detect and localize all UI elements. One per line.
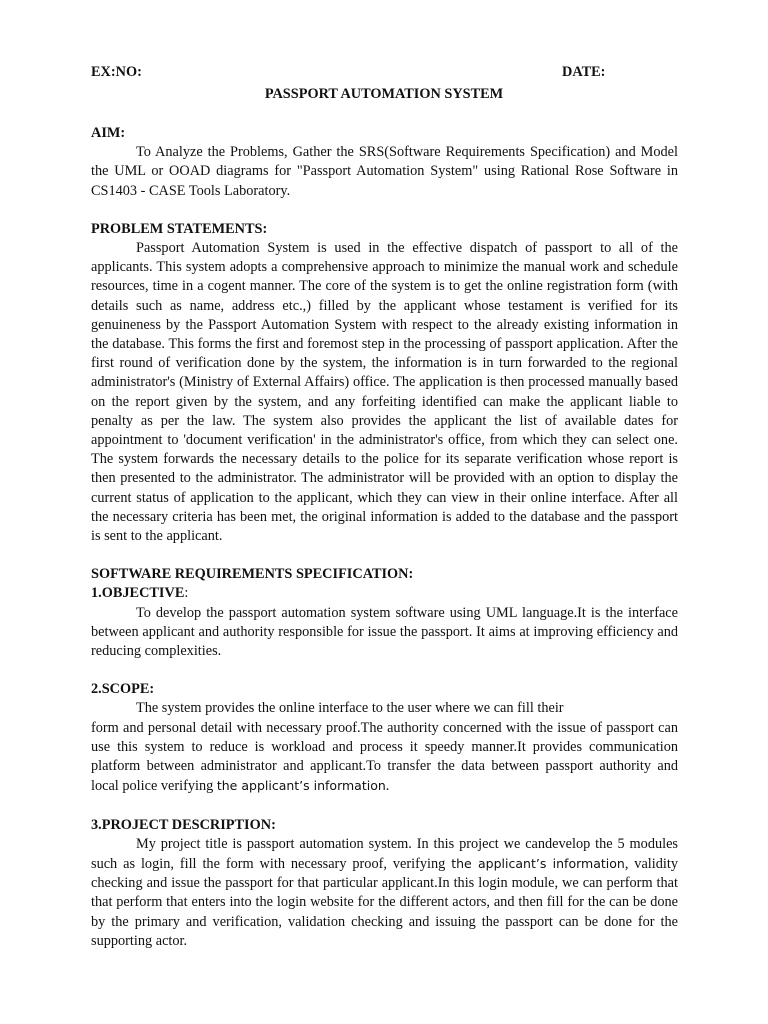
project-heading: 3.PROJECT DESCRIPTION: [91,816,276,833]
project-text-b: , validity checking and issue the passport for that particular applicant.In this login module, we can perform that that perform that enters into the login website for the different actors, and then fill for the can be done by the primary and verification, validation checking and issuing the passport can be done for the supporting actor. [91,855,678,949]
scope-text: form and personal detail with necessary proof.The authority concerned with the issue of passport can use this system to reduce is workload and process it speedy manner.It provides communication platform between administrator and applicant.To transfer the data between passport authority and local police verifying [91,719,678,795]
header-row [91,64,677,84]
srs-heading: SOFTWARE REQUIREMENTS SPECIFICATION: [91,566,414,583]
spacer [91,797,678,816]
objective-heading-line [91,584,678,603]
scope-applicant-info: the applicant’s information [216,778,386,794]
project-paragraph [91,835,678,951]
problem-paragraph: Passport Automation System is used in the effective dispatch of passport to all of the applicants. This system adopts a comprehensive approach to minimize the manual work and schedule resources, time in a cogent manner. The core of the system is to get the online registration form (with details such as name, address etc.,) filled by the applicant whose testament is verified for its genuineness by the Passport Automation System with respect to the already existing information in the database. This forms the first and foremost step in the processing of passport application. After the first round of verification done by the system, the information is in turn forwarded to the regional administrator's (Ministry of External Affairs) office. The application is then processed manually based on the report given by the system, and any forfeiting identified can make the applicant liable to penalty as per the law. The system also provides the applicant the list of available dates for appointment to 'document verification' in the administrator's office, from which they can select one. The system forwards the necessary details to the police for its separate verification whose report is then presented to the administrator. The administrator will be provided with an option to display the current status of application to the applicant, which they can view in their online interface. After all the necessary criteria has been met, the original information is added to the database and the passport is sent to the applicant. [91,240,678,545]
project-applicant-info: the applicant’s information [451,855,625,871]
spacer [91,546,678,565]
document-body [91,124,678,951]
document-title: PASSPORT AUTOMATION SYSTEM [264,86,504,102]
aim-heading: AIM: [91,125,126,141]
problem-heading: PROBLEM STATEMENTS: [91,220,268,237]
spacer [91,201,678,220]
scope-heading: 2.SCOPE: [91,681,155,698]
project-text-a: My project title is passport automation system. In this project we candevelop the 5 modules such as login, fill the form with necessary proof, verifying [91,835,678,872]
scope-first-line: The system provides the online interface to the user where we can fill their [136,700,564,717]
scope-end: . [385,778,390,795]
date-label: DATE: [562,64,606,80]
objective-heading: 1.OBJECTIVE [91,585,185,602]
objective-paragraph: To develop the passport automation system software using UML language.It is the interface between applicant and authority responsible for issue the passport. It aims at improving efficiency and reducing complexities. [91,604,678,660]
aim-paragraph: To Analyze the Problems, Gather the SRS(Software Requirements Specification) and Model the UML or OOAD diagrams for "Passport Automation System" using Rational Rose Software in CS1403 - CASE Tools Laboratory. [91,144,678,199]
scope-paragraph [91,719,678,797]
spacer [91,661,678,680]
objective-colon: : [184,585,189,602]
exno-label: EX:NO: [91,64,142,80]
